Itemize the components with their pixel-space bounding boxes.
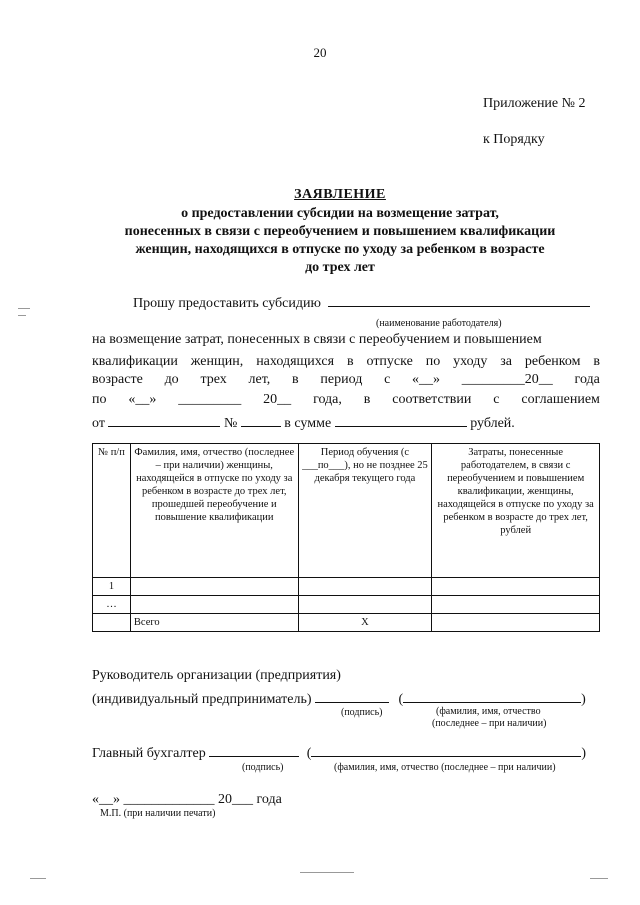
title-line-4: до трех лет [305,260,375,275]
accountant-signature-caption: (подпись) [242,762,284,773]
word: лет, [248,372,271,387]
start-day-field[interactable]: «__» [412,372,441,387]
title-line-3: женщин, находящихся в отпуске по уходу за ребенком в возрасте [135,242,545,257]
total-costs[interactable] [432,614,600,632]
total-label: Всего [130,614,298,632]
rubles-label: рублей. [470,416,515,431]
head-title-line-1: Руководитель организации (предприятия) [92,668,341,683]
request-lead: Прошу предоставить субсидию [133,296,321,311]
head-title-line-2: (индивидуальный предприниматель) [92,692,312,707]
sum-label: в сумме [284,416,332,431]
head-fio-field[interactable] [403,688,581,703]
paren-close: ) [581,692,586,707]
scan-mark [590,878,608,879]
header-costs: Затраты, понесенные работодателем, в связи с переобучением и повышением квалификации, женщины, находящейся в отпуске по уходу за ребенком в возрасте до трех лет, рублей [432,444,600,578]
agreement-number-field[interactable] [241,412,281,427]
word: года, [313,392,342,407]
word: с [384,372,391,387]
table-cell[interactable] [130,578,298,596]
table-cell: … [93,596,131,614]
table-cell[interactable] [298,596,432,614]
scan-mark [300,872,354,873]
word: до [164,372,179,387]
end-year-field[interactable]: 20__ [263,392,292,407]
word: возрасте [92,372,143,387]
request-line-5 [92,412,515,433]
accountant-fio-caption: (фамилия, имя, отчество (последнее – при наличии) [334,762,556,773]
table-cell [93,614,131,632]
chief-accountant-label: Главный бухгалтер [92,746,206,761]
head-signature-caption: (подпись) [341,707,383,718]
head-signature-field[interactable] [315,688,389,703]
date-line[interactable]: «__» _____________ 20___ года [92,792,282,807]
header-number: № п/п [93,444,131,578]
accountant-signature-field[interactable] [209,742,299,757]
table-cell[interactable] [130,596,298,614]
table-cell[interactable] [432,596,600,614]
word: года [574,372,600,387]
agreement-date-field[interactable] [108,412,220,427]
word: трех [200,372,227,387]
scan-mark [18,308,30,309]
scan-mark [18,315,26,316]
title-line-2: понесенных в связи с переобучением и повышением квалификации [124,224,556,239]
table-cell[interactable] [432,578,600,596]
total-period-x: Х [298,614,432,632]
table-row [93,578,600,596]
word: соответствии [392,392,472,407]
employer-caption: (наименование работодателя) [376,318,502,329]
number-label: № [223,416,238,431]
word: соглашением [521,392,600,407]
table-cell[interactable] [298,578,432,596]
request-line-2: квалификации женщин, находящихся в отпуске по уходу за ребенком в [92,354,600,369]
request-line-1 [92,332,600,348]
title-line-1: о предоставлении субсидии на возмещение затрат, [181,206,499,221]
word: период [320,372,363,387]
head-fio-caption-2: (последнее – при наличии) [432,718,547,729]
chief-accountant-row [92,742,586,762]
request-line-4 [92,392,600,408]
word: в [292,372,299,387]
document-title: ЗАЯВЛЕНИЕ [294,187,386,202]
paren-open: ( [306,746,312,761]
word: по [92,392,107,407]
appendix-label: Приложение № 2 [483,96,586,111]
word: с [493,392,500,407]
order-reference: к Порядку [483,132,545,147]
sum-field[interactable] [335,412,467,427]
paren-close: ) [581,746,587,761]
table-header-row [93,444,600,578]
paren-open: ( [398,692,404,707]
scan-mark [30,878,46,879]
subsidy-table [92,443,600,632]
head-title-line-2-row [92,688,586,708]
from-label: от [92,416,105,431]
table-row [93,596,600,614]
accountant-fio-field[interactable] [311,742,581,757]
request-lead-row [133,292,590,313]
table-cell: 1 [93,578,131,596]
start-month-year-field[interactable]: _________20__ [461,372,553,387]
end-day-field[interactable]: «__» [128,392,157,407]
header-period: Период обучения (с ___по___), но не позднее 25 декабря текущего года [298,444,432,578]
request-line-1-text: на возмещение затрат, понесенных в связи с переобучением и повышением [92,332,542,347]
end-month-field[interactable]: _________ [178,392,242,407]
head-fio-caption-1: (фамилия, имя, отчество [436,706,541,717]
request-line-3 [92,372,600,388]
stamp-caption: М.П. (при наличии печати) [100,808,216,819]
table-total-row [93,614,600,632]
header-fio: Фамилия, имя, отчество (последнее – при наличии) женщины, находящейся в отпуске по уходу за ребенком в возрасте до трех лет, прошедшей переобучение и повышение квалификации [130,444,298,578]
page-number: 20 [313,45,327,60]
employer-name-field[interactable] [328,292,590,307]
word: в [363,392,371,407]
